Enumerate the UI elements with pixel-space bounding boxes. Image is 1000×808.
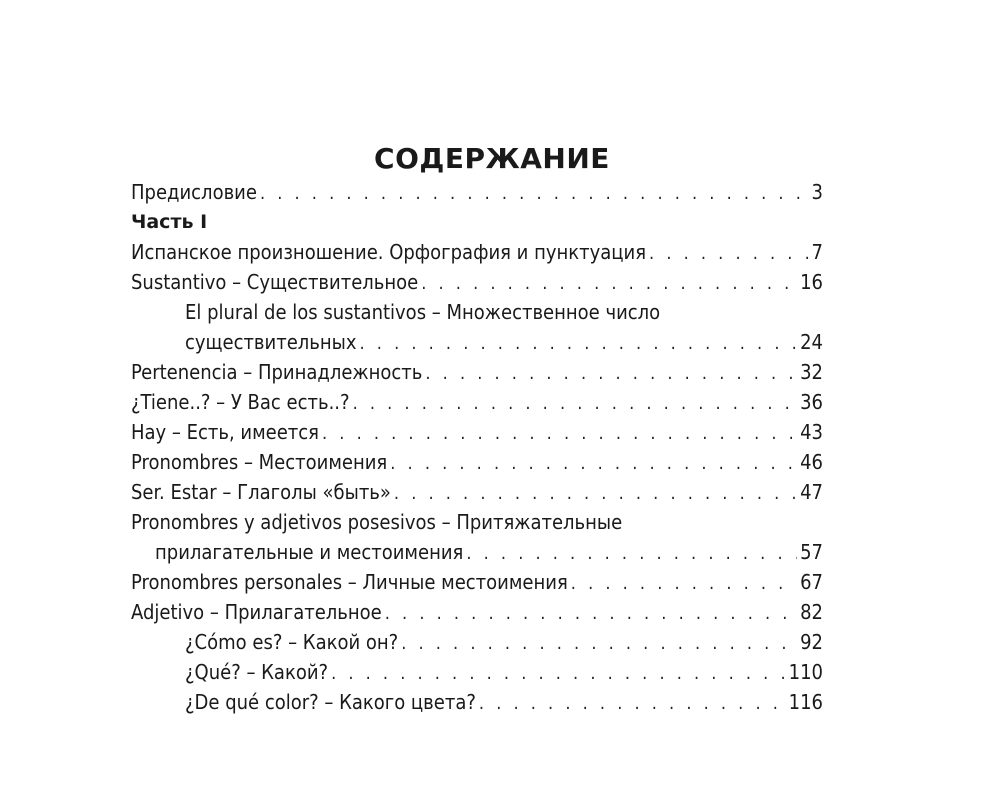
toc-entry-page: 16 (800, 270, 823, 294)
toc-subentry (131, 627, 823, 657)
toc-entry-page: 24 (800, 330, 823, 354)
toc-entry-text: Hay – Есть, имеется (131, 420, 319, 444)
page-title: СОДЕРЖАНИЕ (374, 142, 610, 175)
toc-entry (131, 507, 823, 537)
dot-leader (322, 419, 797, 449)
toc-entry (131, 237, 823, 267)
dot-leader (394, 479, 797, 509)
dot-leader (421, 269, 797, 299)
toc-entry (131, 357, 823, 387)
toc-entry (131, 477, 823, 507)
dot-leader (353, 389, 798, 419)
toc-entry (131, 177, 823, 207)
toc-subentry (131, 327, 823, 357)
toc-entry-text: El plural de los sustantivos – Множественное число (185, 300, 661, 324)
dot-leader (425, 359, 797, 389)
toc-entry (131, 597, 823, 627)
toc-entry-page: 7 (811, 240, 823, 264)
dot-leader (649, 239, 809, 269)
toc-entry (131, 447, 823, 477)
toc-entry (131, 387, 823, 417)
toc-entry-text: Pertenencia – Принадлежность (131, 360, 423, 384)
toc-entry-text: прилагательные и местоимения (155, 540, 464, 564)
dot-leader (401, 629, 797, 659)
toc-entry-page: 36 (800, 390, 823, 414)
toc-entry-text: Pronombres – Местоимения (131, 450, 388, 474)
dot-leader (390, 449, 797, 479)
toc-entry-text: Испанское произношение. Орфография и пунктуация (131, 240, 647, 264)
toc-entry-text: Adjetivo – Прилагательное (131, 600, 382, 624)
toc-entry-text: Pronombres y adjetivos posesivos – Притяжательные (131, 510, 623, 534)
toc-part-heading-text: Часть I (131, 211, 208, 233)
toc-part-heading (131, 207, 823, 237)
toc-entry-page: 116 (788, 690, 823, 714)
toc-entry-text: существительных (185, 330, 357, 354)
toc-entry-page: 110 (788, 660, 823, 684)
toc-entry-text: ¿Qué? – Какой? (185, 660, 329, 684)
toc-entry-text: Sustantivo – Существительное (131, 270, 419, 294)
toc-entry (131, 417, 823, 447)
dot-leader (571, 569, 797, 599)
toc-entry-page: 43 (800, 420, 823, 444)
toc-entry-text: ¿De qué color? – Какого цвета? (185, 690, 476, 714)
toc-entry-page: 82 (800, 600, 823, 624)
toc-entry (131, 567, 823, 597)
toc-entry-continuation (131, 537, 823, 567)
toc-entry-text: Предисловие (131, 180, 257, 204)
toc-entry-page: 46 (800, 450, 823, 474)
toc-entry-text: ¿Tiene..? – У Вас есть..? (131, 390, 350, 414)
table-of-contents-page (131, 140, 823, 717)
dot-leader (466, 539, 797, 569)
toc-subentry (131, 657, 823, 687)
toc-subentry (131, 297, 823, 327)
dot-leader (260, 179, 809, 209)
toc-entry-page: 3 (811, 180, 823, 204)
dot-leader (360, 329, 798, 359)
toc-list (131, 177, 823, 717)
dot-leader (331, 659, 786, 689)
toc-entry-text: Ser. Estar – Глаголы «быть» (131, 480, 391, 504)
toc-entry-page: 67 (800, 570, 823, 594)
toc-entry-page: 57 (800, 540, 823, 564)
toc-entry-page: 32 (800, 360, 823, 384)
toc-entry-text: ¿Cómo es? – Какой он? (185, 630, 399, 654)
toc-entry-page: 92 (800, 630, 823, 654)
dot-leader (385, 599, 797, 629)
toc-entry-text: Pronombres personales – Личные местоимения (131, 570, 568, 594)
toc-subentry (131, 687, 823, 717)
toc-entry (131, 267, 823, 297)
toc-entry-page: 47 (800, 480, 823, 504)
dot-leader (479, 689, 786, 719)
